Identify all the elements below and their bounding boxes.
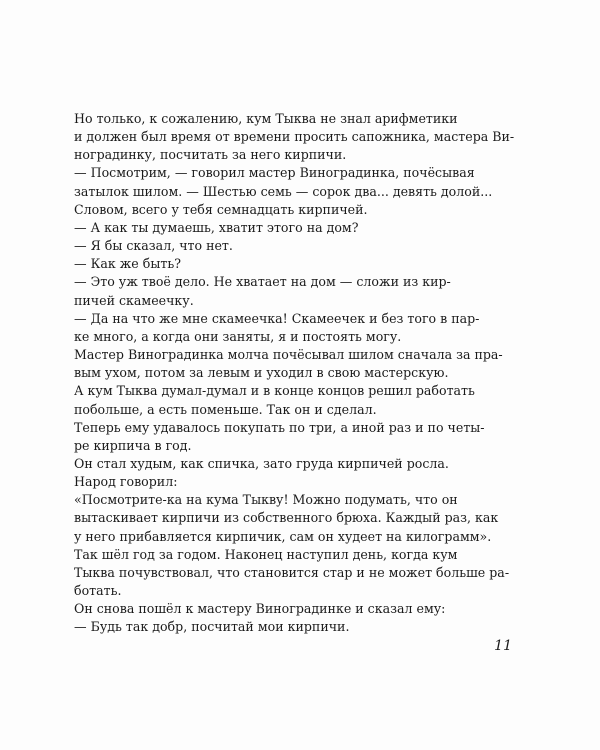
paragraph: [74, 255, 526, 273]
line-1: А кум Тыква думал-думал и в конце концов решил работать: [74, 383, 475, 399]
line-2: пичей скамеечку.: [74, 292, 194, 308]
line-2: ре кирпича в год.: [74, 437, 192, 453]
line-2: ке много, а когда они заняты, я и постоять могу.: [74, 328, 402, 344]
paragraph: [74, 491, 526, 545]
line-1: — Посмотрим, — говорил мастер Виноградинка, почёсывая: [74, 165, 475, 181]
line-1: — Да на что же мне скамеечка! Скамеечек и без того в пар-: [74, 310, 480, 326]
line-1: «Посмотрите-ка на кума Тыкву! Можно подумать, что он: [74, 492, 458, 508]
line-3: ботать.: [74, 583, 122, 599]
line-1: — Будь так добр, посчитай мои кирпичи.: [74, 619, 350, 635]
line-1: Так шёл год за годом. Наконец наступил день, когда кум: [74, 546, 458, 562]
body-text: [74, 110, 526, 637]
line-1: Он стал худым, как спичка, зато груда кирпичей росла.: [74, 455, 449, 471]
line-2: вым ухом, потом за левым и уходил в свою мастерскую.: [74, 365, 449, 381]
line-1: Мастер Виноградинка молча почёсывал шилом сначала за пра-: [74, 347, 503, 363]
line-2: Тыква почувствовал, что становится стар и не может больше ра-: [74, 564, 510, 580]
line-1: — А как ты думаешь, хватит этого на дом?: [74, 219, 359, 235]
paragraph: [74, 346, 526, 382]
line-3: ноградинку, посчитать за него кирпичи.: [74, 147, 347, 163]
line-3: Словом, всего у тебя семнадцать кирпичей.: [74, 201, 368, 217]
line-1: Народ говорил:: [74, 474, 178, 490]
paragraph: [74, 219, 526, 237]
line-1: — Как же быть?: [74, 256, 181, 272]
line-3: у него прибавляется кирпичик, сам он худеет на килограмм».: [74, 528, 492, 544]
paragraph: [74, 455, 526, 473]
line-2: и должен был время от времени просить сапожника, мастера Ви-: [74, 129, 515, 145]
paragraph: [74, 618, 526, 636]
paragraph: [74, 382, 526, 418]
line-1: — Я бы сказал, что нет.: [74, 238, 233, 254]
paragraph: [74, 110, 526, 164]
line-1: — Это уж твоё дело. Не хватает на дом — сложи из кир-: [74, 274, 451, 290]
paragraph: [74, 419, 526, 455]
paragraph: [74, 164, 526, 218]
line-2: вытаскивает кирпичи из собственного брюха. Каждый раз, как: [74, 510, 499, 526]
line-1: Но только, к сожалению, кум Тыква не знал арифметики: [74, 111, 458, 126]
paragraph: [74, 600, 526, 618]
paragraph: [74, 310, 526, 346]
page-number: 11: [494, 638, 512, 654]
line-2: побольше, а есть поменьше. Так он и сделал.: [74, 401, 377, 417]
paragraph: [74, 237, 526, 255]
line-2: затылок шилом. — Шестью семь — сорок два... девять долой...: [74, 183, 493, 199]
line-1: Он снова пошёл к мастеру Виноградинке и сказал ему:: [74, 601, 446, 617]
line-1: Теперь ему удавалось покупать по три, а иной раз и по четы-: [74, 419, 485, 435]
paragraph: [74, 473, 526, 491]
paragraph: [74, 546, 526, 600]
paragraph: [74, 273, 526, 309]
